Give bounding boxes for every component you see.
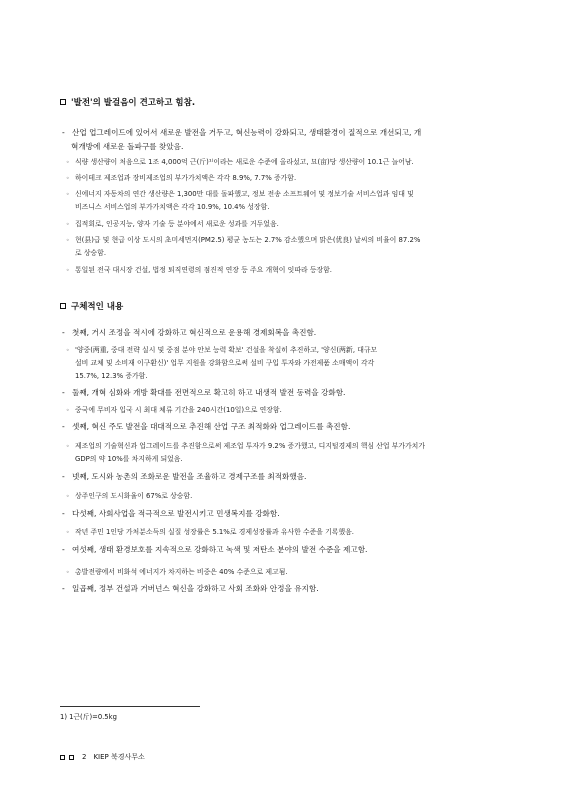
page-number: 2 [82, 753, 87, 761]
dash-item: - 산업 업그레이드에 있어서 새로운 발전을 거두고, 혁신능력이 강화되고, 생태환경이 질적으로 개선되고, 개 혁개방에 새로운 돌파구를 찾았음. [62, 128, 422, 151]
dash-item: - 첫째, 거시 조정을 적시에 강화하고 혁신적으로 운용해 경제회복을 촉진함. [62, 328, 317, 337]
dash-item: - 둘째, 개혁 심화와 개방 확대를 전면적으로 확고히 하고 내생적 발전 동력을 강화함. [62, 388, 346, 397]
section-heading-text: '발전'의 발걸음이 견고하고 힘참. [71, 98, 196, 108]
dash-item: - 일곱째, 정부 건설과 거버넌스 혁신을 강화하고 사회 조화와 안정을 유지함. [62, 584, 319, 593]
bullet-item: ◦ 제조업의 기술혁신과 업그레이드를 추진함으로써 제조업 투자가 9.2% 증가했고, 디지털경제의 핵심 산업 부가가치가 GDP의 약 10%를 차지하게 되었음. [66, 442, 425, 463]
bullet-item: ◦ 중국에 무비자 입국 시 최대 체류 기간을 240시간(10일)으로 연장함. [66, 406, 282, 414]
square-icon [69, 755, 74, 760]
bullet-item: ◦ '양중(两重, 중대 전략 실시 및 중점 분야 안보 능력 확보' 건설을 착실히 추진하고, '양신(两新, 대규모 설비 교체 및 소비재 이구환신)' 업무 지원을 강화함으로써 설비 구입 투자와 가전제품 소매액이 각각 15.7%, 12.3% 증가함. [66, 346, 378, 380]
square-bullet-icon [60, 99, 66, 105]
bullet-item: ◦ 집적회로, 인공지능, 양자 기술 등 분야에서 새로운 성과를 거두었음. [66, 220, 279, 228]
square-bullet-icon [60, 303, 66, 309]
bullet-item: ◦ 현(县)급 및 현급 이상 도시의 초미세먼지(PM2.5) 평균 농도는 2.7% 감소했으며 맑은(优良) 날씨의 비율이 87.2% 로 상승함. [66, 236, 421, 257]
section-heading-text: 구체적인 내용 [71, 302, 124, 312]
bullet-item: ◦ 작년 주민 1인당 가처분소득의 실질 성장률은 5.1%로 경제성장률과 유사한 수준을 기록했음. [66, 528, 354, 536]
footer-org: KIEP 북경사무소 [93, 753, 145, 761]
square-icon [60, 755, 65, 760]
bullet-item: ◦ 통일된 전국 대시장 건설, 법정 퇴직연령의 점진적 연장 등 주요 개혁이 잇따라 등장함. [66, 266, 332, 274]
dash-item: - 여섯째, 생태 환경보호를 지속적으로 강화하고 녹색 및 저탄소 분야의 발전 수준을 제고함. [62, 545, 368, 554]
page-footer [60, 752, 145, 762]
dash-item: - 셋째, 혁신 주도 발전을 대대적으로 추진해 산업 구조 최적화와 업그레이드를 촉진함. [62, 422, 351, 431]
footnote-divider [60, 706, 200, 707]
dash-item: - 넷째, 도시와 농촌의 조화로운 발전을 조율하고 경제구조를 최적화했음. [62, 472, 307, 481]
bullet-item: ◦ 상주인구의 도시화율이 67%로 상승함. [66, 492, 193, 500]
bullet-item: ◦ 식량 생산량이 처음으로 1조 4,000억 근(斤)¹⁾이라는 새로운 수준에 올라섰고, 묘(亩)당 생산량이 10.1근 늘어남. [66, 158, 414, 166]
section-heading-details [60, 300, 123, 312]
bullet-item: ◦ 하이테크 제조업과 장비제조업의 부가가치액은 각각 8.9%, 7.7% 증가함. [66, 174, 297, 182]
bullet-item: ◦ 총발전량에서 비화석 에너지가 차지하는 비중은 40% 수준으로 제고됨. [66, 568, 288, 576]
section-heading-development [60, 96, 195, 108]
footnote: 1) 1근(斤)=0.5kg [60, 713, 117, 721]
dash-item: - 다섯째, 사회사업을 적극적으로 발전시키고 민생복지를 강화함. [62, 509, 280, 518]
bullet-item: ◦ 신에너지 자동차의 연간 생산량은 1,300만 대를 돌파했고, 정보 전송 소프트웨어 및 정보기술 서비스업과 임대 및 비즈니스 서비스업의 부가가치액은 각각 10.9%, 10.4% 성장함. [66, 190, 414, 211]
